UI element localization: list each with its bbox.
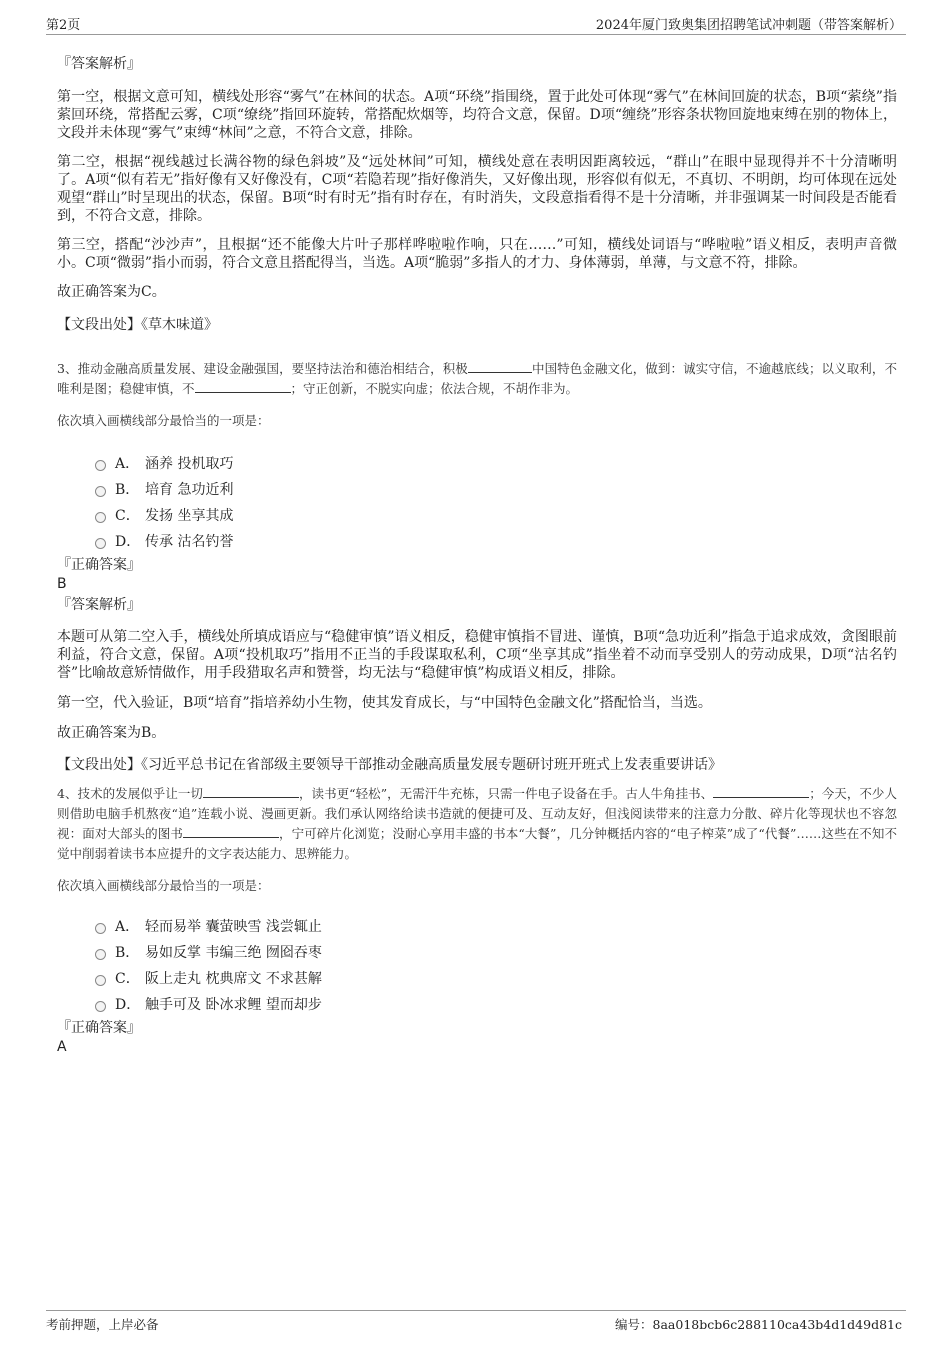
analysis-paragraph: 本题可从第二空入手，横线处所填成语应与“稳健审慎”语义相反，稳健审慎指不冒进、谨慎，B项“急功近利”指急于追求成效，贪图眼前利益，符合文意，保留。A项“投机取巧”指用不正当的手段谋取私利，C项“坐享其成”指坐着不动而享受别人的劳动成果，D项“沽名钓誉”比喻故意矫情做作，用手段猎取名声和赞誉，均无法与“稳健审慎”构成语义相反，排除。 (57, 629, 897, 681)
options-list (57, 914, 897, 1018)
option-d[interactable]: D． 传承 沽名钓誉 (57, 529, 897, 555)
answer-statement: 故正确答案为C。 (57, 284, 166, 300)
page-footer (46, 1310, 906, 1337)
option-d[interactable]: D． 触手可及 卧冰求鲤 望而却步 (57, 992, 897, 1018)
radio-icon[interactable] (95, 512, 106, 523)
document-id: 编号：8aa018bcb6c288110ca43b4d1d49d81c (615, 1317, 902, 1332)
correct-answer-label: 『正确答案』 (57, 1020, 141, 1036)
question-3-stem: 3、推动金融高质量发展、建设金融强国，要坚持法治和德治相结合，积极 中国特色金融文化，做到：诚实守信，不逾越底线；以义取利，不唯利是图；稳健审慎，不 ；守正创新，不脱实向虚；依法合规，不胡作非为。 (57, 361, 897, 396)
radio-icon[interactable] (95, 949, 106, 960)
analysis-paragraph: 第一空，代入验证，B项“培育”指培养幼小生物，使其发育成长，与“中国特色金融文化”搭配恰当，当选。 (57, 695, 712, 711)
document-title: 2024年厦门致奥集团招聘笔试冲刺题（带答案解析） (595, 18, 902, 33)
question-4-stem: 4、技术的发展似乎让一切 ，读书更“轻松”，无需汗牛充栋，只需一件电子设备在手。古人牛角挂书、 ；今天，不少人则借助电脑手机熬夜“追”连载小说、漫画更新。我们承认网络给读书造就的便捷可及、互动友好，但浅阅读带来的注意力分散、碎片化等现状也不容忽视：面对大部头的图书 ，宁可碎片化浏览；没耐心享用丰盛的书本“大餐”，几分钟概括内容的“电子榨菜”成了“代餐”……这些在不知不觉中削弱着读书本应提升的文字表达能力、思辨能力。 (57, 786, 897, 861)
footer-slogan: 考前押题，上岸必备 (46, 1317, 159, 1332)
option-a[interactable]: A． 涵养 投机取巧 (57, 451, 897, 477)
source-citation: 【文段出处】《草木味道》 (57, 317, 218, 333)
correct-answer: A (57, 1039, 67, 1055)
answer-statement: 故正确答案为B。 (57, 725, 166, 741)
analysis-paragraph: 第一空，根据文意可知，横线处形容“雾气”在林间的状态。A项“环绕”指围绕，置于此处可体现“雾气”在林间回旋的状态，B项“萦绕”指萦回环绕，常搭配云雾，C项“缭绕”指回环旋转，常搭配炊烟等，均符合文意，保留。D项“缠绕”形容条状物回旋地束缚在别的物体上，文段并未体现“雾气”束缚“林间”之意，不符合文意，排除。 (57, 89, 897, 141)
analysis-label: 『答案解析』 (57, 597, 141, 613)
question-prompt: 依次填入画横线部分最恰当的一项是： (57, 413, 270, 428)
option-c[interactable]: C． 阪上走丸 枕典席文 不求甚解 (57, 966, 897, 992)
correct-answer: B (57, 576, 67, 592)
page-number: 第2页 (46, 18, 81, 33)
radio-icon[interactable] (95, 1001, 106, 1012)
radio-icon[interactable] (95, 486, 106, 497)
question-prompt: 依次填入画横线部分最恰当的一项是： (57, 878, 270, 893)
options-list (57, 451, 897, 555)
analysis-paragraph: 第二空，根据“视线越过长满谷物的绿色斜坡”及“远处林间”可知，横线处意在表明因距离较远，“群山”在眼中显现得并不十分清晰明了。A项“似有若无”指好像有又好像没有，C项“若隐若现”指好像消失，又好像出现，形容似有似无，不真切、不明朗，均可体现在远处观望“群山”时呈现出的状态，保留。B项“时有时无”指有时存在，有时消失，文段意指看得不是十分清晰，并非强调某一时间段是否能看到，不符合文意，排除。 (57, 154, 897, 224)
document-body (57, 44, 897, 1056)
radio-icon[interactable] (95, 538, 106, 549)
option-a[interactable]: A． 轻而易举 囊萤映雪 浅尝辄止 (57, 914, 897, 940)
radio-icon[interactable] (95, 975, 106, 986)
radio-icon[interactable] (95, 460, 106, 471)
analysis-label: 『答案解析』 (57, 56, 141, 72)
page-header (46, 14, 906, 35)
option-c[interactable]: C． 发扬 坐享其成 (57, 503, 897, 529)
correct-answer-label: 『正确答案』 (57, 557, 141, 573)
radio-icon[interactable] (95, 923, 106, 934)
analysis-paragraph: 第三空，搭配“沙沙声”，且根据“还不能像大片叶子那样哗啦啦作响，只在……”可知，横线处词语与“哗啦啦”语义相反，表明声音微小。C项“微弱”指小而弱，符合文意且搭配得当，当选。A项“脆弱”多指人的才力、身体薄弱，单薄，与文意不符，排除。 (57, 237, 897, 271)
option-b[interactable]: B． 培育 急功近利 (57, 477, 897, 503)
option-b[interactable]: B． 易如反掌 韦编三绝 囫囵吞枣 (57, 940, 897, 966)
source-citation: 【文段出处】《习近平总书记在省部级主要领导干部推动金融高质量发展专题研讨班开班式上发表重要讲话》 (57, 757, 722, 773)
